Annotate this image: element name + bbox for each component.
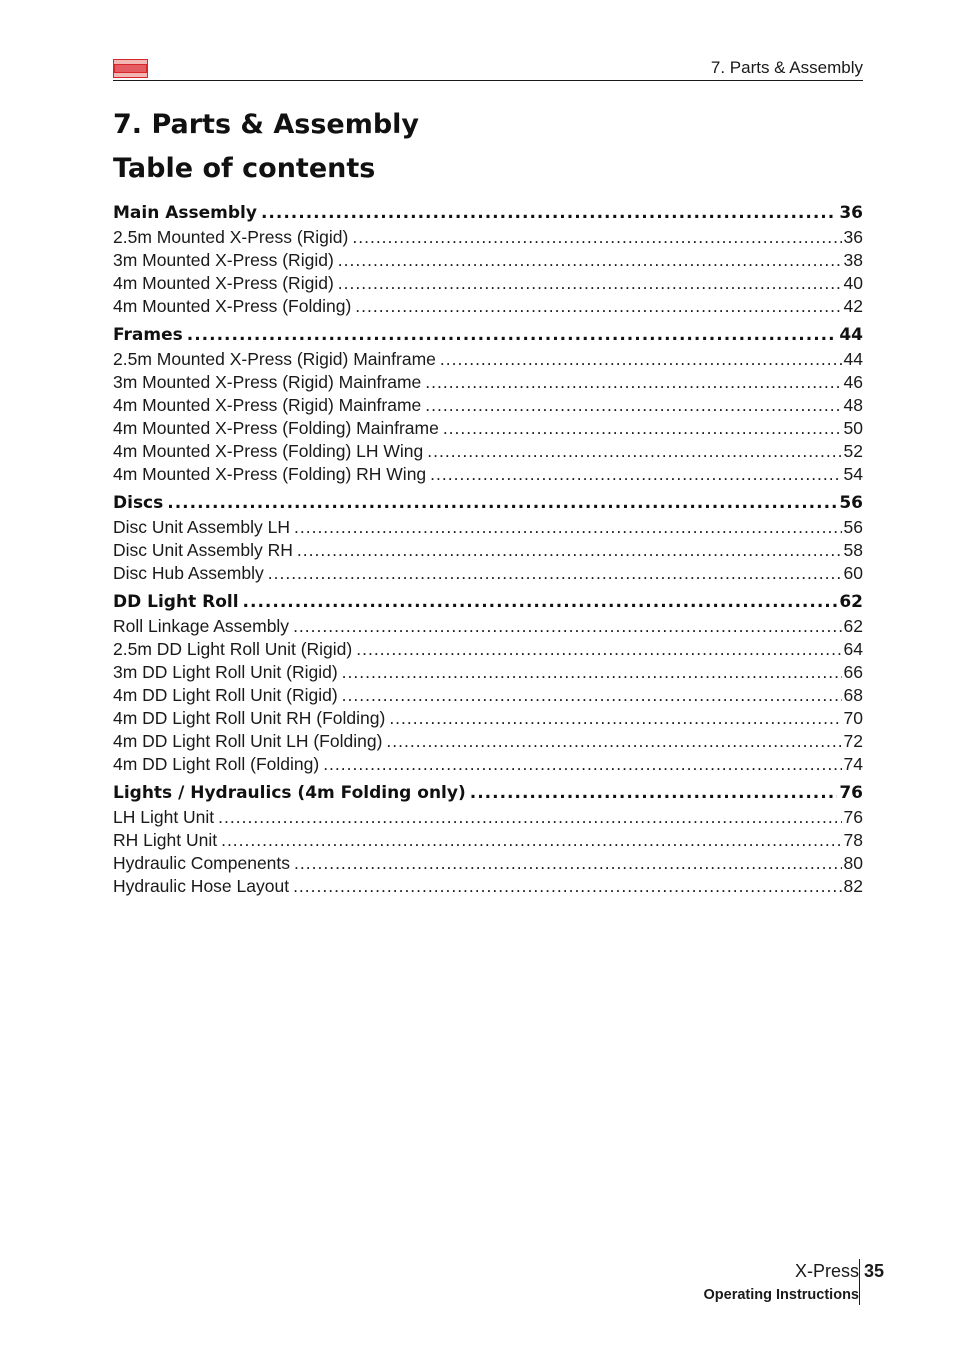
toc-entry-label: Disc Unit Assembly LH — [113, 517, 290, 537]
toc-entry-label: 2.5m Mounted X-Press (Rigid) Mainframe — [113, 349, 436, 369]
toc-entry-page: 64 — [843, 639, 863, 659]
toc-entry-label: 4m DD Light Roll Unit LH (Folding) — [113, 731, 383, 751]
toc-entry-label: Hydraulic Compenents — [113, 853, 291, 873]
toc-entry-page: 76 — [843, 807, 863, 827]
toc-heading[interactable] — [113, 590, 863, 615]
toc-entry-label: 3m Mounted X-Press (Rigid) — [113, 250, 334, 270]
toc-entry-page: 74 — [843, 754, 863, 774]
footer-product-name: X-Press — [794, 1261, 859, 1281]
toc-entry-page: 52 — [843, 441, 863, 461]
toc-entry-label: 4m Mounted X-Press (Rigid) Mainframe — [113, 395, 422, 415]
leader-dots — [338, 272, 842, 295]
leader-dots — [268, 562, 842, 585]
toc-entry-label: 4m Mounted X-Press (Rigid) — [113, 273, 334, 293]
toc-heading-page: 56 — [839, 493, 863, 513]
toc-heading-page: 44 — [839, 325, 863, 345]
toc-entry[interactable] — [113, 707, 863, 730]
toc-entry[interactable] — [113, 875, 863, 898]
toc-entry[interactable] — [113, 226, 863, 249]
toc-entry-page: 78 — [843, 830, 863, 850]
leader-dots — [294, 852, 842, 875]
leader-dots — [440, 348, 842, 371]
table-of-contents — [113, 201, 863, 898]
toc-entry[interactable] — [113, 684, 863, 707]
toc-entry[interactable] — [113, 272, 863, 295]
toc-entry[interactable] — [113, 829, 863, 852]
toc-entry-label: RH Light Unit — [113, 830, 218, 850]
leader-dots — [386, 730, 841, 753]
toc-heading-label: DD Light Roll — [113, 592, 239, 612]
toc-entry[interactable] — [113, 249, 863, 272]
toc-entry[interactable] — [113, 615, 863, 638]
leader-dots — [425, 394, 841, 417]
toc-entry-page: 38 — [843, 250, 863, 270]
toc-entry[interactable] — [113, 371, 863, 394]
toc-entry-page: 54 — [843, 464, 863, 484]
toc-entry-page: 46 — [843, 372, 863, 392]
leader-dots — [338, 249, 842, 272]
header-divider — [113, 80, 863, 81]
toc-entry[interactable] — [113, 394, 863, 417]
toc-entry[interactable] — [113, 638, 863, 661]
toc-entry-page: 82 — [843, 876, 863, 896]
toc-heading[interactable] — [113, 781, 863, 806]
footer-divider — [859, 1259, 860, 1305]
toc-entry-page: 44 — [843, 349, 863, 369]
leader-dots — [293, 615, 841, 638]
toc-heading-label: Frames — [113, 325, 183, 345]
page-footer — [704, 1259, 860, 1307]
toc-heading-page: 62 — [839, 592, 863, 612]
footer-subtitle: Operating Instructions — [703, 1287, 859, 1303]
leader-dots — [342, 661, 842, 684]
leader-dots — [342, 684, 842, 707]
leader-dots — [218, 806, 841, 829]
leader-dots — [261, 201, 837, 226]
toc-entry-label: 4m DD Light Roll Unit RH (Folding) — [113, 708, 386, 728]
leader-dots — [293, 875, 841, 898]
toc-entry-label: 3m Mounted X-Press (Rigid) Mainframe — [113, 372, 422, 392]
toc-entry-page: 80 — [843, 853, 863, 873]
simba-logo — [113, 59, 148, 78]
toc-entry-label: Disc Unit Assembly RH — [113, 540, 293, 560]
toc-entry-page: 56 — [843, 517, 863, 537]
toc-heading-label: Discs — [113, 493, 164, 513]
toc-heading[interactable] — [113, 201, 863, 226]
toc-section-discs — [113, 491, 863, 585]
toc-entry-page: 58 — [843, 540, 863, 560]
toc-entry-page: 68 — [843, 685, 863, 705]
toc-heading-label: Lights / Hydraulics (4m Folding only) — [113, 783, 466, 803]
leader-dots — [430, 463, 841, 486]
toc-entry[interactable] — [113, 348, 863, 371]
toc-entry-label: 4m DD Light Roll (Folding) — [113, 754, 320, 774]
toc-entry-label: Hydraulic Hose Layout — [113, 876, 290, 896]
toc-entry-page: 72 — [843, 731, 863, 751]
toc-heading-page: 36 — [839, 203, 863, 223]
leader-dots — [355, 295, 841, 318]
toc-entry-label: 3m DD Light Roll Unit (Rigid) — [113, 662, 338, 682]
toc-entry[interactable] — [113, 440, 863, 463]
leader-dots — [443, 417, 842, 440]
toc-entry-page: 48 — [843, 395, 863, 415]
toc-entry-label: 2.5m Mounted X-Press (Rigid) — [113, 227, 349, 247]
leader-dots — [356, 638, 841, 661]
leader-dots — [389, 707, 841, 730]
leader-dots — [221, 829, 841, 852]
toc-entry-page: 60 — [843, 563, 863, 583]
toc-heading-page: 76 — [839, 783, 863, 803]
toc-entry-label: 2.5m DD Light Roll Unit (Rigid) — [113, 639, 353, 659]
toc-entry[interactable] — [113, 539, 863, 562]
leader-dots — [323, 753, 841, 776]
running-header: 7. Parts & Assembly — [710, 58, 863, 77]
leader-dots — [352, 226, 841, 249]
leader-dots — [187, 323, 838, 348]
page-number: 35 — [864, 1261, 885, 1281]
leader-dots — [425, 371, 841, 394]
toc-entry-page: 42 — [843, 296, 863, 316]
toc-entry-page: 36 — [843, 227, 863, 247]
toc-entry[interactable] — [113, 516, 863, 539]
leader-dots — [167, 491, 837, 516]
toc-entry[interactable] — [113, 753, 863, 776]
leader-dots — [470, 781, 838, 806]
toc-entry-label: LH Light Unit — [113, 807, 215, 827]
toc-entry[interactable] — [113, 417, 863, 440]
toc-heading-label: Main Assembly — [113, 203, 257, 223]
toc-entry-page: 62 — [843, 616, 863, 636]
toc-entry-label: 4m Mounted X-Press (Folding) RH Wing — [113, 464, 427, 484]
toc-entry[interactable] — [113, 661, 863, 684]
leader-dots — [243, 590, 838, 615]
toc-entry-label: Roll Linkage Assembly — [113, 616, 290, 636]
leader-dots — [294, 516, 842, 539]
chapter-title: 7. Parts & Assembly — [113, 109, 420, 140]
toc-entry[interactable] — [113, 295, 863, 318]
leader-dots — [297, 539, 842, 562]
toc-entry[interactable] — [113, 852, 863, 875]
toc-section-dd-light-roll — [113, 590, 863, 776]
toc-section-main-assembly — [113, 201, 863, 318]
toc-entry-page: 40 — [843, 273, 863, 293]
toc-section-frames — [113, 323, 863, 486]
toc-entry-label: 4m DD Light Roll Unit (Rigid) — [113, 685, 338, 705]
toc-entry-label: 4m Mounted X-Press (Folding) — [113, 296, 352, 316]
toc-heading[interactable] — [113, 323, 863, 348]
toc-entry-label: Disc Hub Assembly — [113, 563, 264, 583]
toc-heading[interactable] — [113, 491, 863, 516]
toc-entry[interactable] — [113, 730, 863, 753]
toc-entry-page: 70 — [843, 708, 863, 728]
toc-entry-label: 4m Mounted X-Press (Folding) LH Wing — [113, 441, 424, 461]
leader-dots — [427, 440, 841, 463]
toc-entry-page: 50 — [843, 418, 863, 438]
toc-entry-label: 4m Mounted X-Press (Folding) Mainframe — [113, 418, 439, 438]
toc-title: Table of contents — [113, 153, 376, 184]
toc-entry-page: 66 — [843, 662, 863, 682]
toc-entry[interactable] — [113, 562, 863, 585]
toc-entry[interactable] — [113, 806, 863, 829]
toc-entry[interactable] — [113, 463, 863, 486]
toc-section-lights-hydraulics — [113, 781, 863, 898]
